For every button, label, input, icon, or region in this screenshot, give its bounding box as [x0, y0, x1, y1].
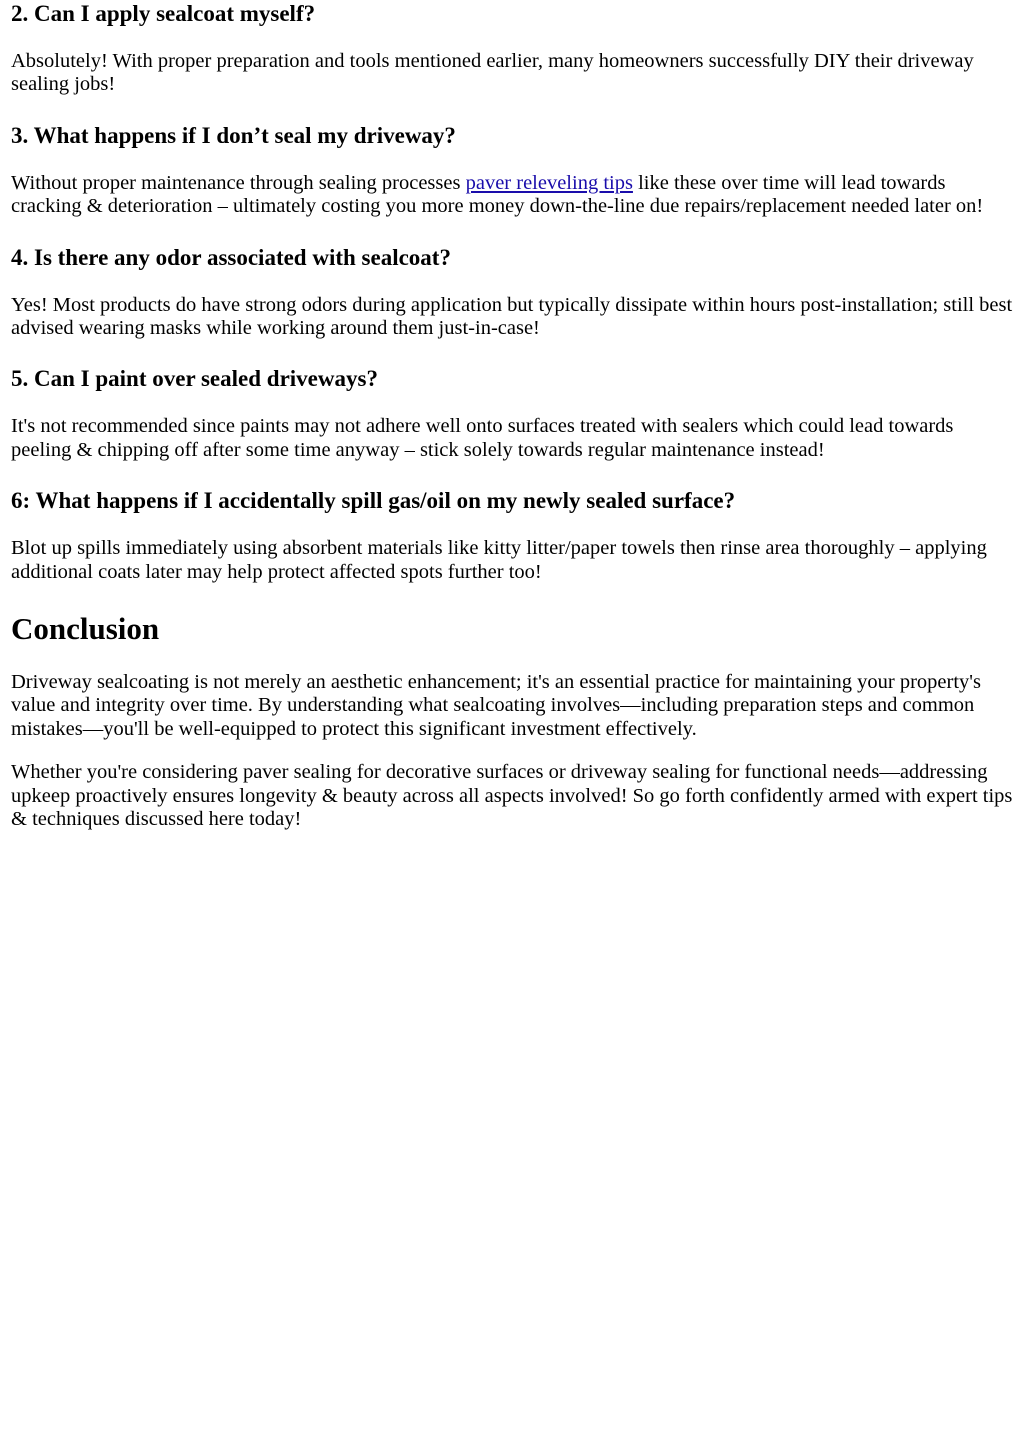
conclusion-paragraph-2: Whether you're considering paver sealing for decorative surfaces or driveway sealing for functional needs—addressing upkeep proactively ensures longevity & beauty across all aspects involved! So go forth confidently armed with expert tips & techniques discussed here today! — [11, 761, 1013, 831]
faq-answer-3 — [11, 172, 1013, 219]
faq-answer-3-text-before: Without proper maintenance through sealing processes — [11, 171, 466, 194]
faq-question-2: 2. Can I apply sealcoat myself? — [11, 1, 316, 26]
faq-answer-6: Blot up spills immediately using absorbent materials like kitty litter/paper towels then rinse area thoroughly – applying additional coats later may help protect affected spots further too! — [11, 537, 987, 583]
faq-question-3: 3. What happens if I don’t seal my driveway? — [11, 122, 456, 148]
paver-releveling-tips-link[interactable]: paver releveling tips — [465, 171, 633, 194]
faq-question-4: 4. Is there any odor associated with sealcoat? — [11, 244, 451, 270]
faq-answer-4: Yes! Most products do have strong odors during application but typically dissipate within hours post-installation; still best advised wearing masks while working around them just-in-case! — [11, 293, 1013, 340]
faq-answer-5: It's not recommended since paints may not adhere well onto surfaces treated with sealers which could lead towards peeling & chipping off after some time anyway – stick solely towards regular maintenance instead! — [11, 415, 954, 461]
faq-question-5: 5. Can I paint over sealed driveways? — [11, 366, 378, 392]
faq-question-6: 6: What happens if I accidentally spill gas/oil on my newly sealed surface? — [11, 488, 736, 514]
faq-answer-3-text-after: like these over time will lead towards cracking & deterioration – ultimately costing you more money down-the-line due repairs/replacement needed later on! — [11, 171, 984, 218]
conclusion-heading: Conclusion — [11, 611, 160, 647]
conclusion-paragraph-1: Driveway sealcoating is not merely an aesthetic enhancement; it's an essential practice for maintaining your property's value and integrity over time. By understanding what sealcoating involves—including preparation steps and common mistakes—you'll be well-equipped to protect this significant investment effectively. — [11, 671, 981, 740]
faq-answer-2: Absolutely! With proper preparation and tools mentioned earlier, many homeowners successfully DIY their driveway sealing jobs! — [11, 50, 974, 96]
